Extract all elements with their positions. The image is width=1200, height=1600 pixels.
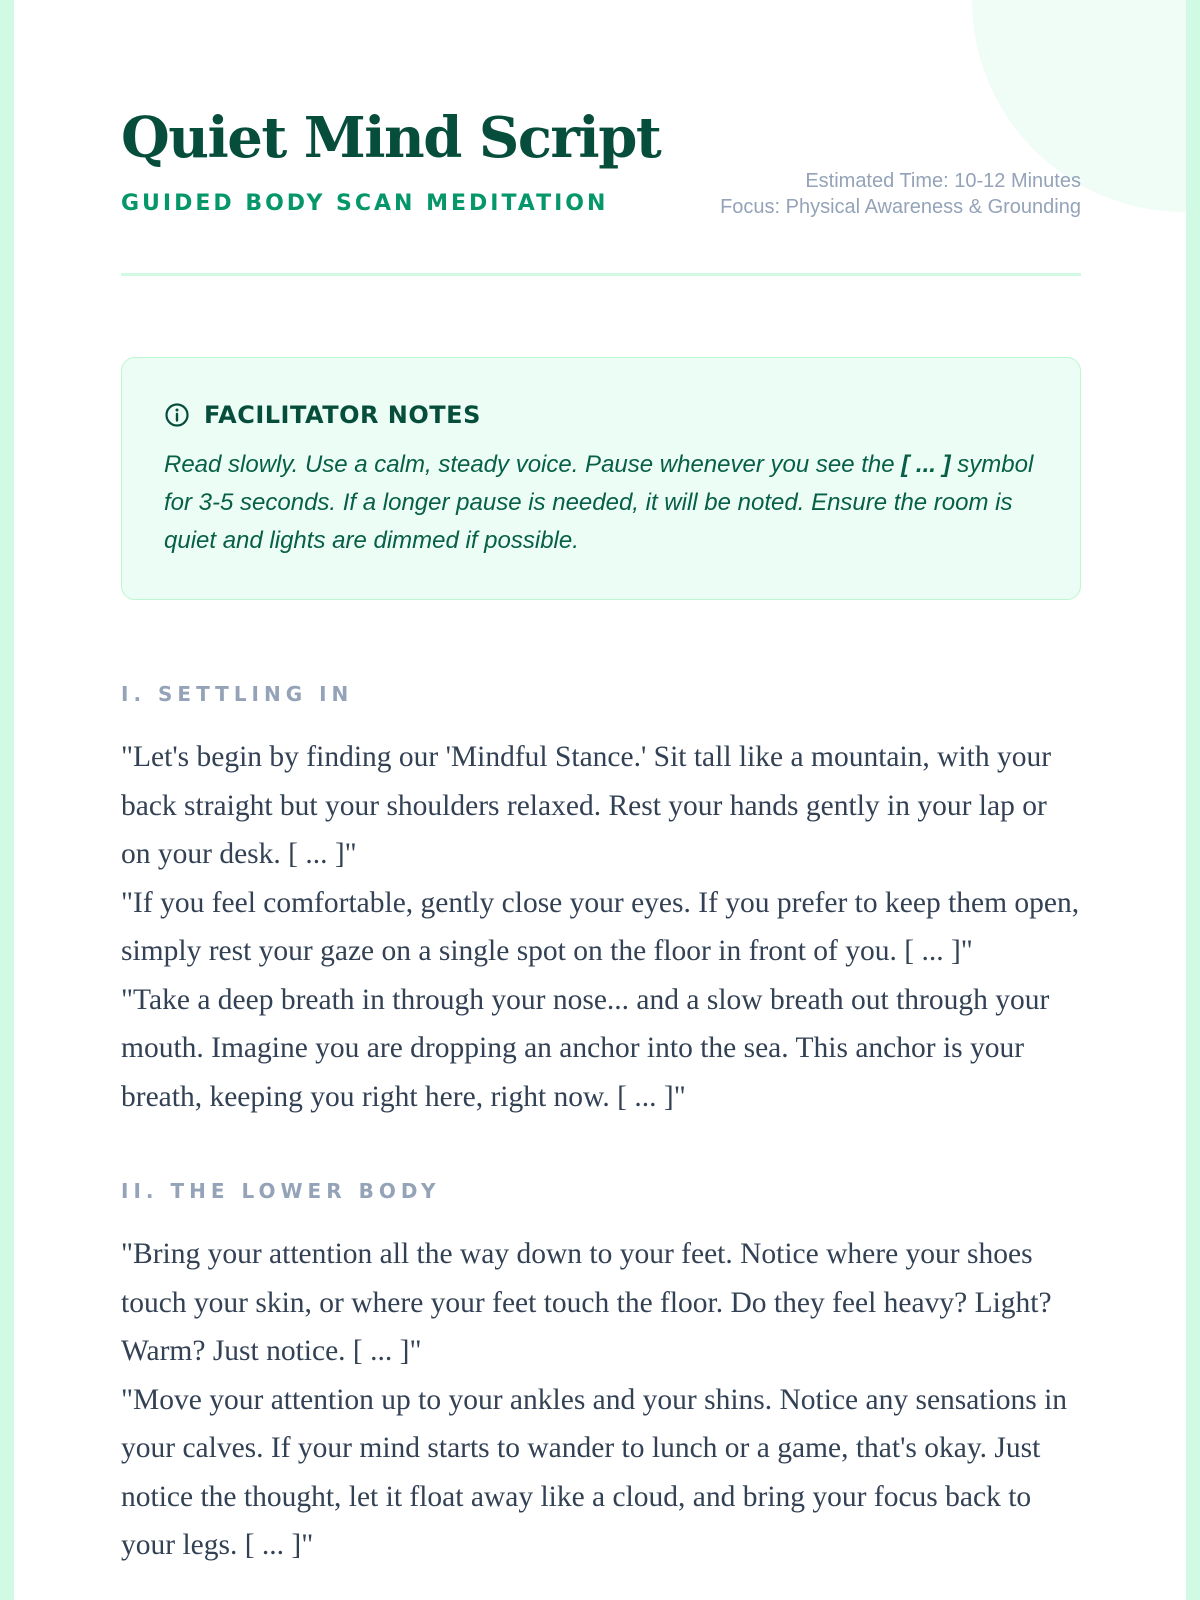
- info-icon: [164, 402, 190, 428]
- section-lower-body: [121, 1230, 1081, 1570]
- focus-label: Focus: Physical Awareness & Grounding: [720, 196, 1081, 218]
- estimated-time: Estimated Time: 10-12 Minutes: [805, 170, 1081, 192]
- page-content: [121, 0, 1081, 1561]
- page-header: [121, 0, 1081, 276]
- notes-text-end: symbol for 3-5 seconds. If a longer pause is needed, it will be noted. Ensure the room is quiet and lights are dimmed if possible.: [164, 451, 1034, 554]
- facilitator-notes-text: [164, 446, 1040, 560]
- script-paragraph: "Take a deep breath in through your nose... and a slow breath out through your mouth. Imagine you are dropping an anchor into the sea. This anchor is your breath, keeping you right here, right now. [ ... ]": [121, 983, 1050, 1113]
- script-paragraph: "Bring your attention all the way down to your feet. Notice where your shoes touch your skin, or where your feet touch the floor. Do they feel heavy? Light? Warm? Just notice. [ ... ]": [121, 1238, 1052, 1367]
- facilitator-notes: [121, 357, 1081, 600]
- section-heading-lower-body: II. THE LOWER BODY: [121, 1179, 441, 1203]
- page-subtitle: GUIDED BODY SCAN MEDITATION: [121, 191, 609, 216]
- facilitator-notes-title: FACILITATOR NOTES: [204, 401, 481, 429]
- script-page: [14, 0, 1186, 1600]
- script-paragraph: "Let's begin by finding our 'Mindful Stance.' Sit tall like a mountain, with your back straight but your shoulders relaxed. Rest your hands gently in your lap or on your desk. [ ... ]": [121, 741, 1052, 870]
- facilitator-notes-header: [164, 400, 1040, 430]
- page-title: Quiet Mind Script: [121, 105, 661, 171]
- section-settling-in: [121, 733, 1081, 1121]
- script-meta: [720, 168, 1081, 220]
- script-paragraph: "Move your attention up to your ankles and your shins. Notice any sensations in your calves. If your mind starts to wander to lunch or a game, that's okay. Just notice the thought, let it float away like a cloud, and bring your focus back to your legs. [ ... ]": [121, 1383, 1068, 1561]
- section-heading-settling-in: I. SETTLING IN: [121, 682, 354, 706]
- notes-text-start: Read slowly. Use a calm, steady voice. Pause whenever you see the: [164, 451, 902, 478]
- pause-symbol: [ ... ]: [901, 451, 951, 478]
- script-paragraph: "If you feel comfortable, gently close your eyes. If you prefer to keep them open, simply rest your gaze on a single spot on the floor in front of you. [ ... ]": [121, 886, 1080, 967]
